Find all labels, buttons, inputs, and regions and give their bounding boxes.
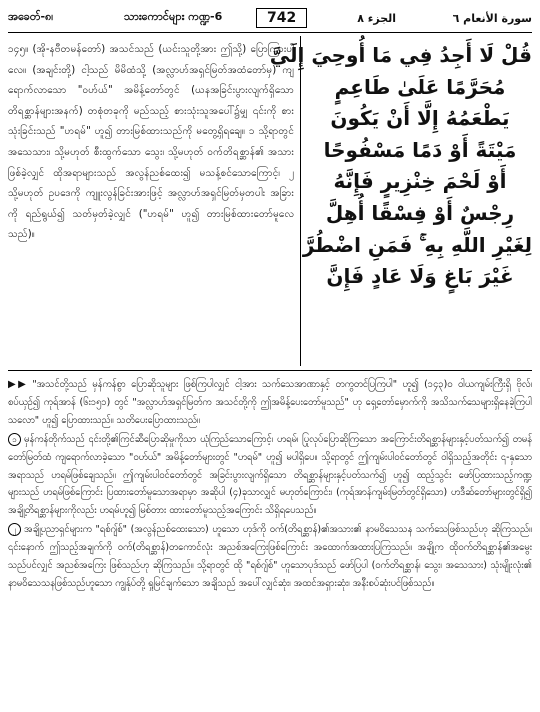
surah-label: سورة الأنعام ٦ [452, 11, 532, 25]
arabic-line: أَوْ لَحْمَ خِنْزِيرٍ فَإِنَّهُ [333, 169, 507, 194]
translation-column [8, 40, 294, 246]
arabic-line: يَطْعَمُهُ إِلَّا أَنْ يَكُونَ [330, 106, 510, 131]
arabic-line: غَيْرَ بَاغٍ وَلَا عَادٍ فَإِنَّ [326, 264, 514, 289]
footnote-text: မှန်ကန်တိုက်သည် ၎င်းတို့၏ကြင်ဆီပြောဆိုမှုကိုသာ ယုံကြည်သောကြောင့်၊ ဟရမ်၊ ပြုလုပ်ပြောဆိုကြသော အကြောင်းတိရစ္ဆာန်များနှင့်ပတ်သက်၍ တမန်တော်မြတ်ထံ ကျရောက်လာခဲ့သော "ဝဟ်ယ်" အမိန့်တော်များတွင် "ဟရမ်" ဟူ၍ မပါရှိပေ။ သို့ရာတွင် ဤကျမ်းပါဝင်တော်တွင် ဝါရှိသည့်အတိုင်း ၎-နှသောအရာသည် ဟရမ်ဖြစ်ချေသည်။ ဤကျမ်းပါဝင်တော်တွင် အခြင်းပွားလျက်ရှိသော တိရစ္ဆာန်များနှင့်ပတ်သက်၍ ဟူ၍ ထည့်သွင်း ဖော်ပြထားသည့်ကဏ္ဍများသည် ဟရမ်ဖြစ်ကြောင်း ပြထားတော်မူသောအရာမှာ အဆိုပါ (၄)ခုသာလျှင် မဟုတ်ကြောင်း၊ (ကုရ်အာန်ကျမ်းမြတ်တွင်ရှိသော) ဟဒီဆ်တော်များတွင်ရှိ၍ အချို့တိရစ္ဆာန်များကိုလည်း ဟရမ်ဟူ၍ မြစ်တား ထားတော်မူသည့်အကြောင်း သိရှိရပေသည်။ [8, 433, 532, 517]
footnote-1 [8, 431, 532, 521]
header-left-label: အခေတ်-၈၊ [8, 10, 54, 23]
double-arrow-icon: ▶▶ [8, 379, 29, 390]
arabic-line: لِغَيْرِ اللَّهِ بِهِ ۚ فَمَنِ اضْطُرَّ [302, 232, 532, 257]
arabic-verse [269, 40, 532, 293]
footnote-marker: ၁ [8, 433, 21, 446]
notes-intro-text: "အသင်တို့သည် မှန်ကန်စွာ ပြောဆိုသူများ ဖြစ်ကြပါလျှင် ငါ့အား သက်သေအာဏာနှင့် တကွတင်ပြကြပါ" ဟူ၍ (၁၄၃)ဝ ဝါယကျမ်းကြီးရှိ ဗိုလ်၊ စပ်ယှဉ်၍ ကုရ်အာန် (၆း၁၅၁) တွင် "အလ္လာဟ်အရှင်မြတ်က အသင်တို့ကို ဤအမိန့်ပေးတော်မူသည်" ဟု ရှေ့တော်မှောက်ကို အသိသက်သေများရှိနေခဲ့ကြပါသလော" ဟူ၍ ပြောထားသည်။ သတိပေးပြောထားသည်။ [8, 379, 532, 426]
footnote-text: အချို့ပညာရှင်များက "ရစ်ဂျ်စ်" (အလွန်ညစ်ထေးသော) ဟူသော ဟုဒ်ကို ဝက်(တိရစ္ဆာန်)၏အသား၏ နာမဝိသေသန သက်သေဖြစ်သည်ဟု ဆိုကြသည်။ ၎င်းနောက် ဤသည့်အချက်ကို ဝက်(တိရစ္ဆာန်)တကောင်လုံး အညစ်အကြေးဖြစ်ကြောင်း အထောက်အထားပြကြသည်။ အချို့က ထိုဝက်တိရစ္ဆာန်၏အမွေးသည်ပင်လျှင် အညစ်အကြေး ဖြစ်သည်ဟု ဆိုကြသည်။ သို့ရာတွင် ထို "ရစ်ဂျ်စ်" ဟူသောပုဒ်သည် ဖော်ပြပါ (ဝက်တိရစ္ဆာန်၊ သွေး၊ အသေသား) သုံးမျိုးလုံး၏ နာမဝိသေသနဖြစ်သည်ဟူသော ကျွန်ုပ်တို့ ရှုမြင်ချက်သော အချိသည် အပေါ်လျှင်ဆုံး၊ အထင်အရှားဆုံး၊ အနီးစပ်ဆုံးပင်ဖြစ်သည်။ [8, 524, 532, 589]
footnote-marker: ၂ [8, 523, 21, 536]
translation-text: ၁၄၅။ (အို-နဗီတမန်တော်) အသင်သည် (ယင်းသူတို့အား ဤသို့) ပြောကြားပါလေ။ (အချင်းတို့) ငါ့သည် မိမိထံသို့ (အလ္လာဟ်အရှင်မြတ်အထံတော်မှ) ကျရောက်လာသော "ဝဟ်ယ်" အမိန့်တော်တွင် (ယနအခြင်းပွားလျက်ရှိသော တိရစ္ဆာန်များအနက်) တစုံတခုကို မည်သည့် စားသုံးသူအပေါ်၌မျှ ၎င်းကို စားသုံးခြင်းသည် "ဟရမ်" ဟူ၍ တားမြစ်ထားသည်ကို မတွေ့ရှိရချေ။ ၁ သို့ရာတွင် အသေသား၊ သို့မဟုတ် စီးထွက်သော သွေး၊ သို့မဟုတ် ဝက်တိရစ္ဆာန်၏ အသားဖြစ်ခဲ့လျှင် ထိုအရာများသည် အလွန်ညစ်ထေး၍ မသန့်စင်သောကြောင့်၊ ၂ သို့မဟုတ် ဥပဒေကို ကျူးလွန်ခြင်းအားဖြင့် အလ္လာဟ်အရှင်မြတ်မှတပါး အခြားကို ရည်ရွယ်၍ သတ်မှတ်ခဲ့လျှင် ("ဟရမ်" ဟူ၍ တားမြစ်ထားတော်မူလေသည်)။ [8, 44, 294, 241]
notes-divider [8, 370, 532, 371]
notes-intro [8, 376, 532, 430]
footnotes [8, 376, 532, 594]
page-number: 742 [256, 8, 307, 28]
footnote-2 [8, 521, 532, 593]
juz-label: الجزء ٨ [357, 11, 397, 25]
arabic-line: مُحَرَّمًا عَلَىٰ طَاعِمٍ [334, 74, 506, 99]
book-title: သားကောင်များ ကဏ္ဍ-6 [123, 10, 223, 23]
arabic-line: رِجْسٌ أَوْ فِسْقًا أُهِلَّ [325, 200, 515, 225]
page-header [8, 6, 532, 30]
header-divider [8, 32, 532, 33]
arabic-line: قُلْ لَا أَجِدُ فِي مَا أُوحِيَ إِلَيَّ [269, 43, 532, 67]
arabic-line: مَيْتَةً أَوْ دَمًا مَسْفُوحًا [323, 137, 517, 162]
column-divider [300, 36, 301, 366]
